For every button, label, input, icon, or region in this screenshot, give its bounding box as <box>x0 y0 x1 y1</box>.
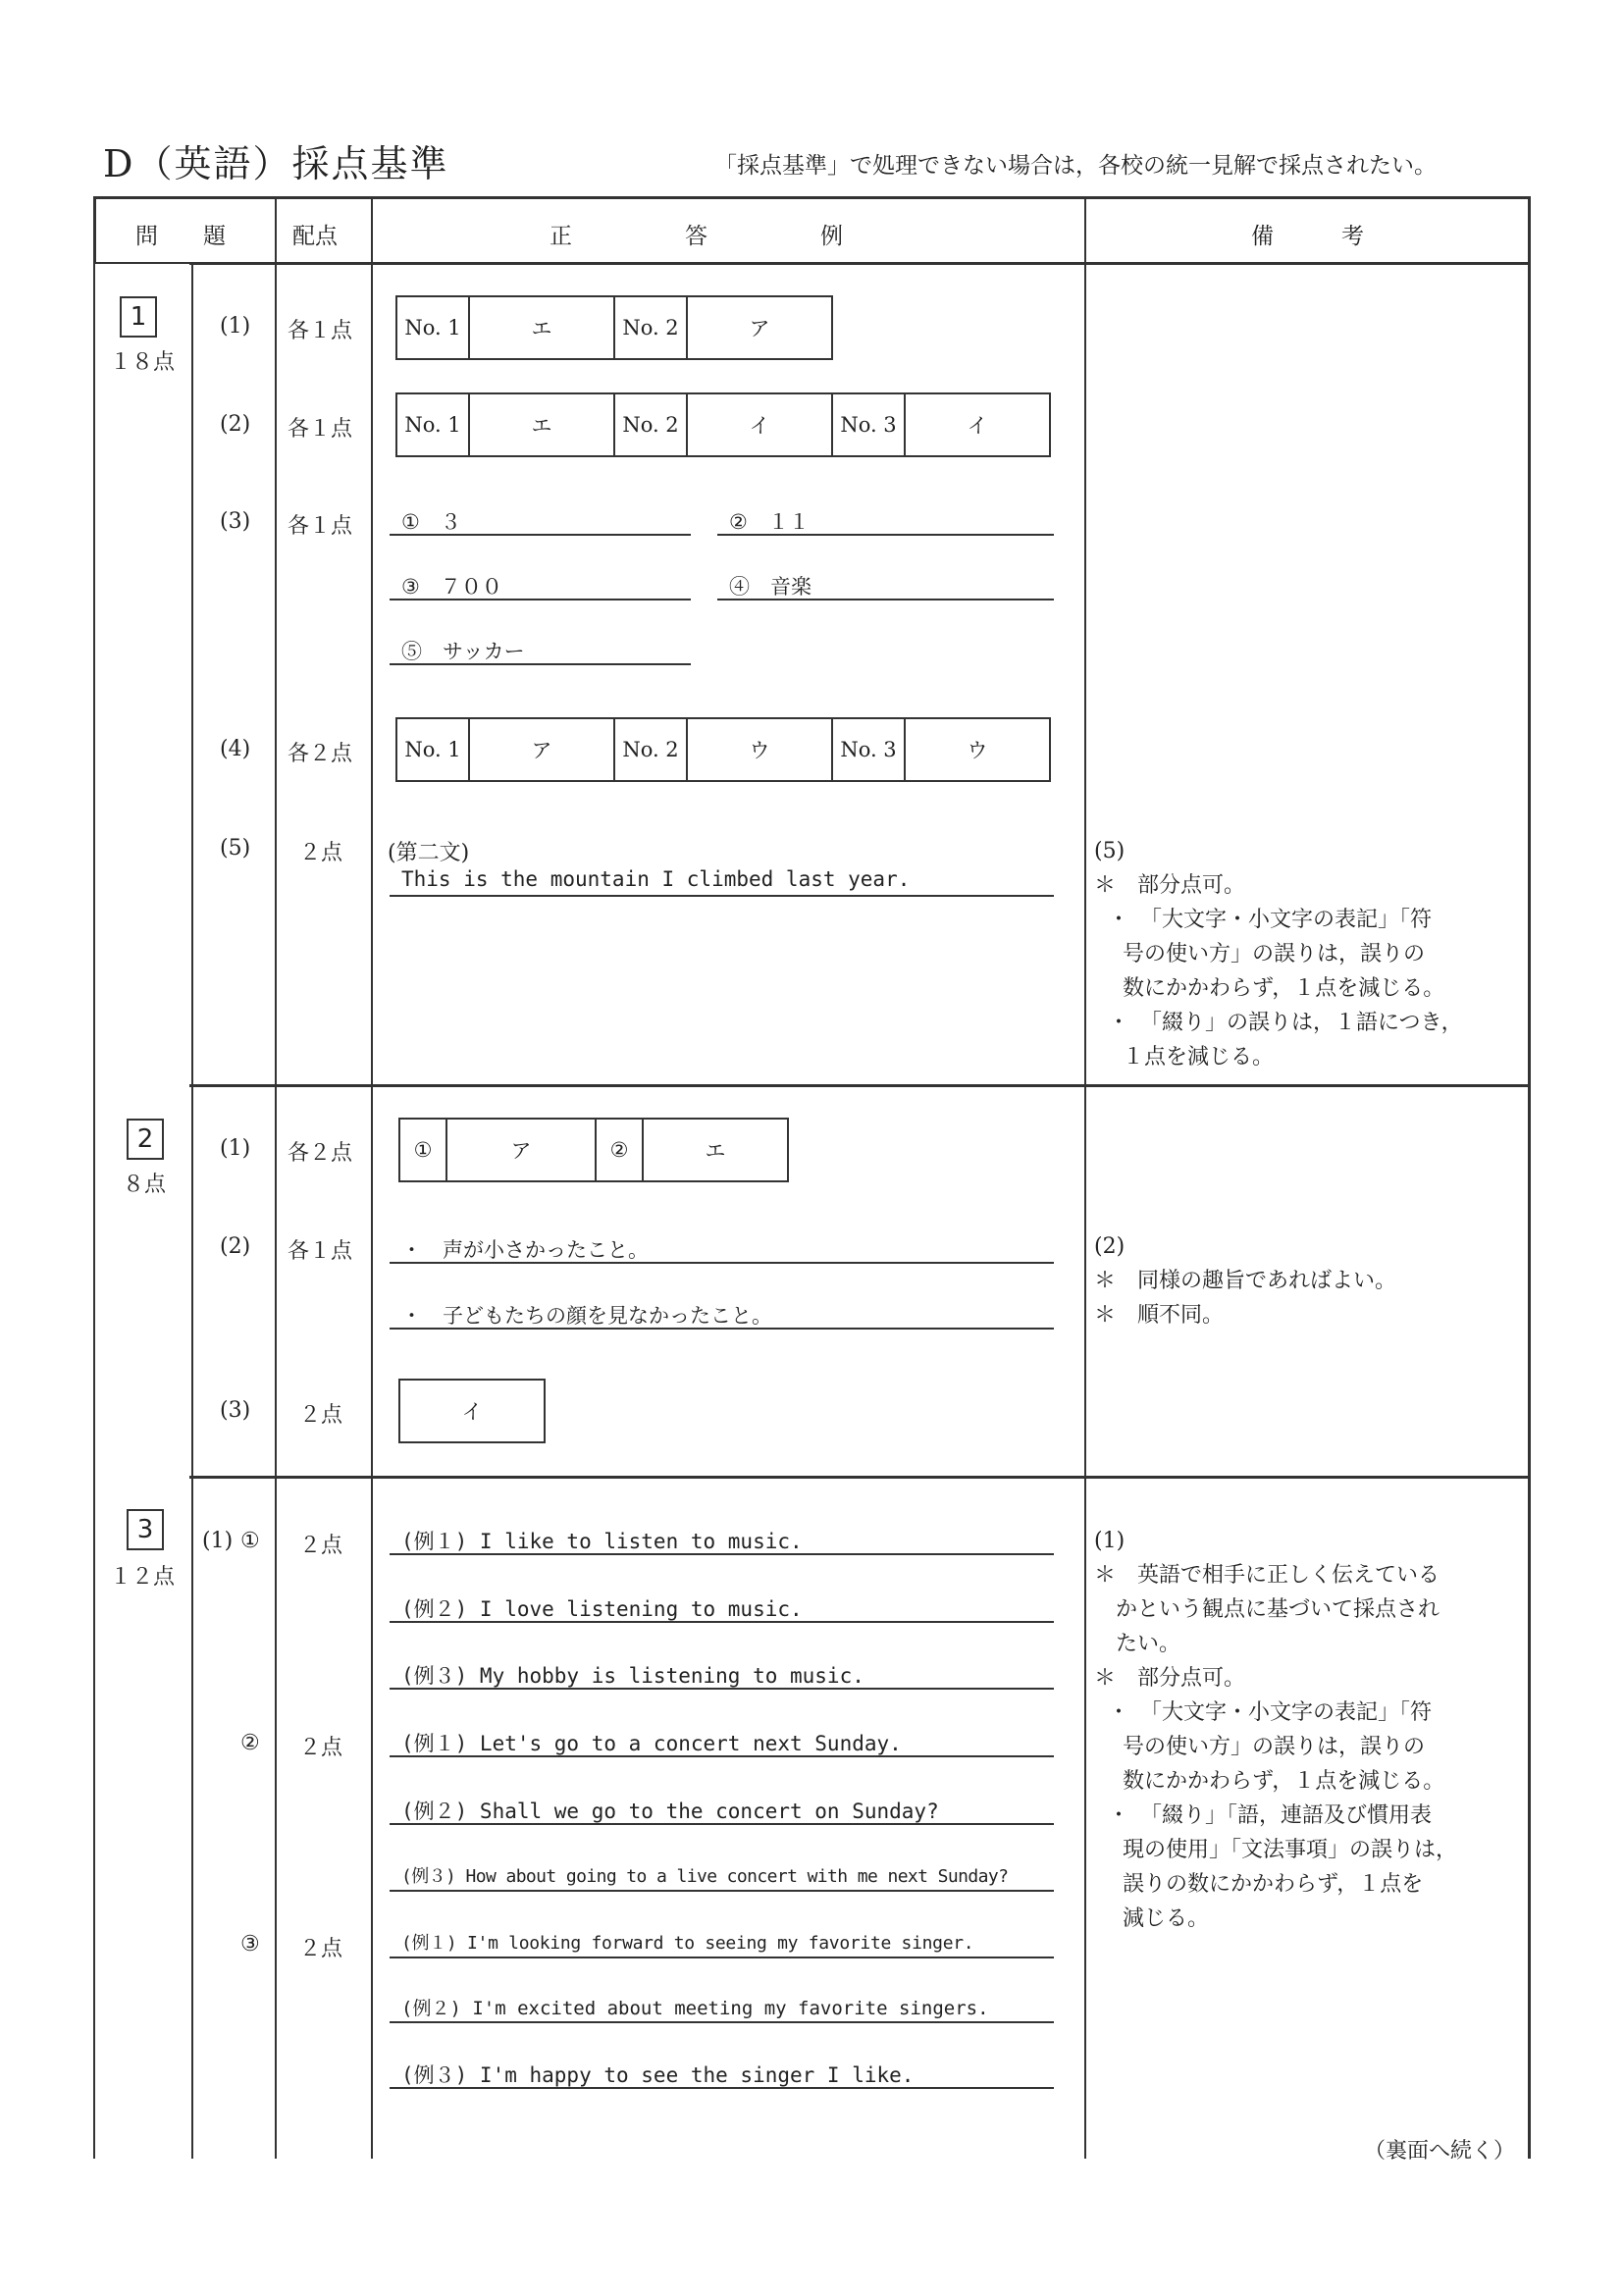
cell: No. 1 <box>397 394 470 455</box>
col-question: 問 題 <box>135 224 226 249</box>
divider <box>93 1084 1531 1087</box>
divider <box>275 196 277 2159</box>
cell: ウ <box>967 739 988 762</box>
answer-box <box>398 1379 546 1443</box>
answer-line: (例１) I'm looking forward to seeing my favorite singer. <box>390 1929 1054 1958</box>
divider <box>371 196 373 2159</box>
answer-line: (例３) I'm happy to see the singer I like. <box>390 2060 1054 2089</box>
answer-line: (例３) My hobby is listening to music. <box>390 1660 1054 1690</box>
answer-prefix: (第二文) <box>388 841 470 865</box>
points: 各１点 <box>288 319 353 343</box>
points: ２点 <box>299 841 343 865</box>
answer-line: ・ 子どもたちの顔を見なかったこと。 <box>390 1300 1054 1330</box>
points: 各１点 <box>288 1239 353 1264</box>
cell: エ <box>705 1139 726 1163</box>
answer-line: (例１) Let's go to a concert next Sunday. <box>390 1728 1054 1757</box>
cell: No. 2 <box>615 297 688 358</box>
remarks: (2) ＊ 同様の趣旨であればよい。 ＊ 順不同。 <box>1094 1234 1397 1328</box>
cell: エ <box>470 394 615 455</box>
cell: ア <box>447 1120 597 1180</box>
answer-line: ・ 声が小さかったこと。 <box>390 1234 1054 1264</box>
col-answer: 正 答 例 <box>550 224 843 249</box>
remarks: (1) ＊ 英語で相手に正しく伝えている かという観点に基づいて採点され たい。 ＊ 部分点可。 ・ 「大文字・小文字の表記」「符 号の使い方」の誤りは，誤りの 数にかかわらず，１点を減じる。 ・ 「綴り」「語，連語及び慣用表 現の使用」「文法事項」の誤りは， 誤りの数にかかわらず，１点を 減じる。 <box>1094 1529 1457 1931</box>
cell: イ <box>967 414 988 438</box>
q-label: (3) <box>220 1398 251 1423</box>
points: 各２点 <box>288 742 353 766</box>
points: 各１点 <box>288 514 353 539</box>
points: ２点 <box>299 1937 343 1961</box>
q-label: (1) <box>220 1136 251 1161</box>
points: ２点 <box>299 1736 343 1760</box>
section-number: 2 <box>127 1119 164 1160</box>
section-total: １８点 <box>110 350 176 375</box>
divider <box>1084 196 1086 2159</box>
q-label: (3) <box>220 509 251 534</box>
cell: ウ <box>688 719 833 780</box>
q-label: (2) <box>220 1234 251 1259</box>
answer-line: (例２) I'm excited about meeting my favorite singers. <box>390 1994 1054 2023</box>
cell: No. 3 <box>833 719 906 780</box>
cell: ① <box>400 1120 447 1180</box>
sub-label: ② <box>240 1731 260 1755</box>
answer-line: ④ 音楽 <box>717 571 1054 600</box>
answer-box <box>395 717 1051 782</box>
q-label: (1) <box>202 1529 234 1553</box>
answer-line: This is the mountain I climbed last year. <box>390 867 1054 897</box>
cell: イ <box>461 1400 483 1424</box>
remarks: (5) ＊ 部分点可。 ・ 「大文字・小文字の表記」「符 号の使い方」の誤りは，誤りの 数にかかわらず，１点を減じる。 ・ 「綴り」の誤りは，１語につき， １点を減じる。 <box>1094 839 1463 1070</box>
divider <box>93 1476 1531 1479</box>
cell: No. 1 <box>397 719 470 780</box>
divider <box>191 262 193 2159</box>
answer-line: (例１) I like to listen to music. <box>390 1526 1054 1555</box>
points: 各１点 <box>288 417 353 442</box>
answer-line: ③ ７００ <box>390 571 691 600</box>
cell: No. 2 <box>615 394 688 455</box>
answer-line: (例２) Shall we go to the concert on Sunday? <box>390 1796 1054 1825</box>
sub-label: ③ <box>240 1932 260 1957</box>
q-label: (4) <box>220 737 251 761</box>
notice: 「採点基準」で処理できない場合は，各校の統一見解で採点されたい。 <box>714 153 1437 179</box>
cell: エ <box>470 297 615 358</box>
answer-line: ② １１ <box>717 506 1054 536</box>
col-remarks: 備 考 <box>1251 224 1364 249</box>
answer-line: ⑤ サッカー <box>390 636 691 665</box>
points: ２点 <box>299 1403 343 1428</box>
answer-box <box>398 1118 789 1182</box>
answer-box <box>395 295 833 360</box>
q-label: (5) <box>220 836 251 861</box>
answer-line: ① ３ <box>390 506 691 536</box>
sub-label: ① <box>240 1529 260 1553</box>
cell: イ <box>688 394 833 455</box>
cell: No. 1 <box>397 297 470 358</box>
divider <box>93 262 1531 265</box>
section-total: ８点 <box>123 1173 167 1197</box>
cell: ア <box>470 719 615 780</box>
continued-note: （裏面へ続く） <box>1364 2139 1516 2164</box>
page-title: D（英語）採点基準 <box>103 142 449 185</box>
section-number: 3 <box>127 1509 164 1550</box>
answer-line: (例３) How about going to a live concert with me next Sunday? <box>390 1862 1054 1892</box>
cell: ② <box>597 1120 644 1180</box>
section-total: １２点 <box>110 1565 176 1590</box>
q-label: (1) <box>220 314 251 339</box>
answer-box <box>395 392 1051 457</box>
q-label: (2) <box>220 412 251 437</box>
col-points: 配点 <box>292 224 338 249</box>
points: 各２点 <box>288 1141 353 1166</box>
cell: No. 2 <box>615 719 688 780</box>
section-number: 1 <box>120 296 157 338</box>
cell: ア <box>749 317 770 340</box>
answer-line: (例２) I love listening to music. <box>390 1593 1054 1623</box>
cell: No. 3 <box>833 394 906 455</box>
points: ２点 <box>299 1534 343 1558</box>
